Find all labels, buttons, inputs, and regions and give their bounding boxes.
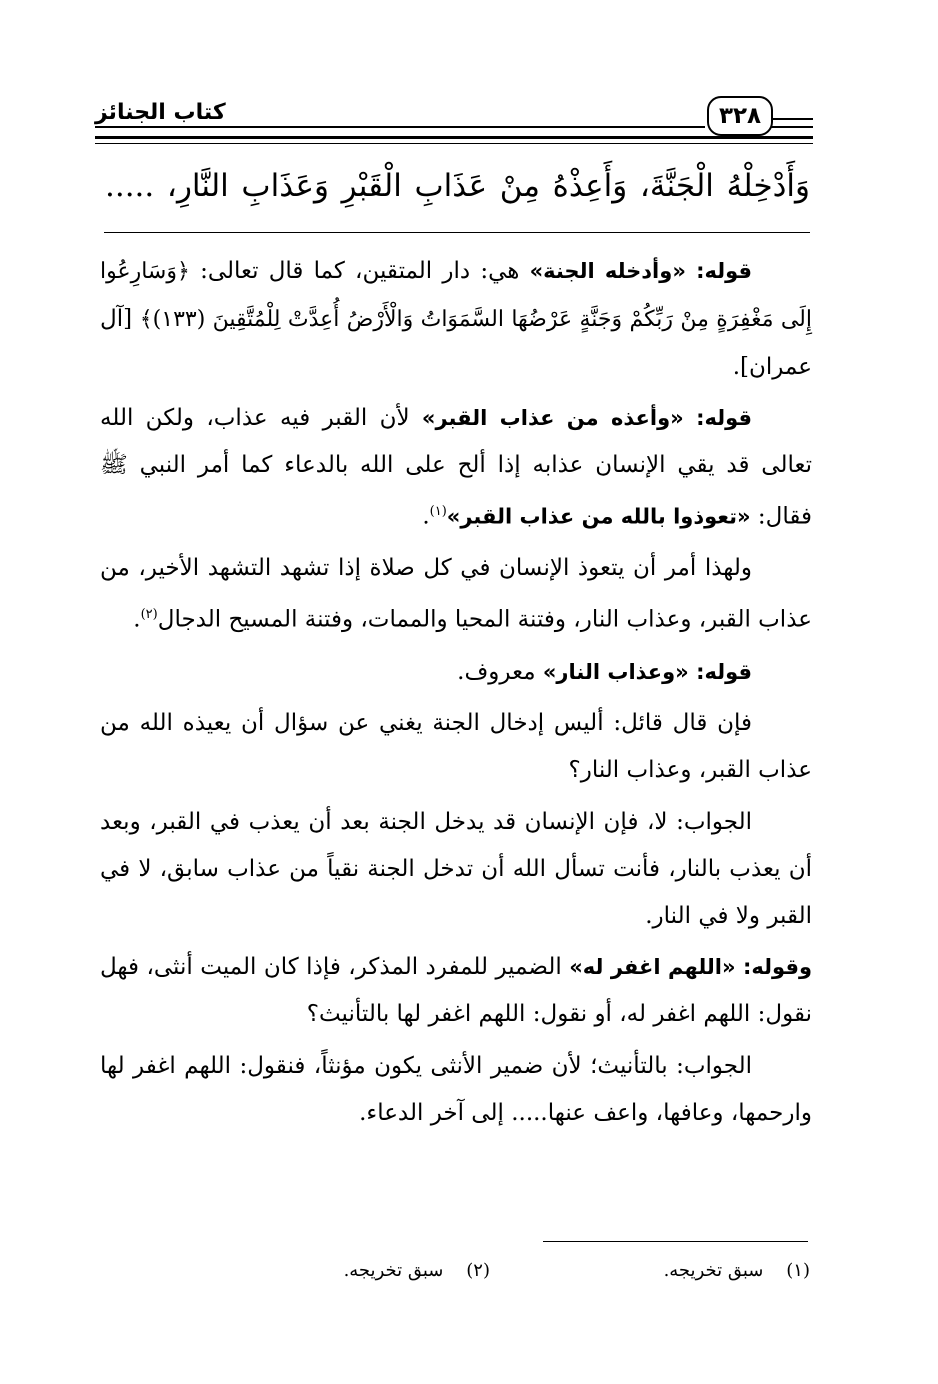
paragraph-7 — [100, 944, 812, 1038]
paragraph-5: فإن قال قائل: أليس إدخال الجنة يغني عن سؤال أن يعيذه الله من عذاب القبر، وعذاب النار؟ — [100, 710, 812, 784]
paragraph-text: هي: دار المتقين، كما قال تعالى: — [200, 258, 530, 284]
paragraph-3 — [100, 545, 812, 643]
footnote-text: سبق تخريجه. — [343, 1260, 444, 1281]
period: . — [133, 606, 141, 633]
hadith-text: وَأَدْخِلْهُ الْجَنَّةَ، وَأَعِذْهُ مِنْ عَذَابِ الْقَبْرِ وَعَذَابِ النَّارِ، ..... — [105, 168, 810, 204]
footnote-2 — [344, 1260, 490, 1281]
quoted-phrase: «وأدخله الجنة» — [529, 259, 686, 283]
quran-verse: ﴿وَسَارِعُوا إِلَى مَغْفِرَةٍ مِنْ رَبِّكُمْ وَجَنَّةٍ عَرْضُهَا السَّمَوَاتُ وَالْأَرْضُ أُعِدَّتْ لِلْمُتَّقِينَ (١٣٣)﴾ — [100, 259, 812, 332]
hadith-quote: «تعوذوا بالله من عذاب القبر» — [446, 504, 751, 529]
label: قوله: — [696, 659, 752, 684]
commentary — [100, 248, 812, 1142]
footnote-ref: (٢) — [140, 607, 158, 623]
paragraph-text: لأن القبر فيه عذاب، ولكن الله تعالى قد يقي الإنسان عذابه إذا ألح على الله بالدعاء كما أمر النبي ﷺ فقال: — [100, 405, 812, 530]
header-rule-right-2 — [771, 126, 813, 128]
footnote-number: (٢) — [466, 1260, 490, 1281]
page-header — [95, 92, 813, 150]
footnote-ref: (١) — [429, 503, 447, 519]
quoted-phrase: «وأعذه من عذاب القبر» — [421, 406, 684, 431]
paragraph-2 — [100, 395, 812, 540]
paragraph-6: الجواب: لا، فإن الإنسان قد يدخل الجنة بعد أن يعذب في القبر، وبعد أن يعذب بالنار، فأنت تسأل الله أن تدخل الجنة نقياً من عذاب سابق، لا في القبر ولا في النار. — [100, 809, 812, 929]
header-double-rule-bottom — [95, 143, 813, 144]
label: قوله: — [696, 259, 753, 283]
quoted-phrase: «وعذاب النار» — [542, 659, 689, 684]
header-rule-right — [771, 118, 813, 120]
label: وقوله: — [743, 955, 813, 980]
period: . — [422, 503, 430, 530]
footnote-separator — [543, 1241, 808, 1242]
page-number: ٣٢٨ — [707, 96, 773, 136]
footnote-text: سبق تخريجه. — [663, 1260, 764, 1281]
book-title: كتاب الجنائز — [95, 100, 226, 125]
paragraph-text: ولهذا أمر أن يتعوذ الإنسان في كل صلاة إذا تشهد التشهد الأخير، من عذاب القبر، وعذاب النار، وفتنة المحيا والممات، وفتنة المسيح الدجال — [100, 555, 812, 633]
paragraph-1 — [100, 248, 812, 390]
paragraph-8: الجواب: بالتأنيث؛ لأن ضمير الأنثى يكون مؤنثاً، فنقول: اللهم اغفر لها وارحمها، وعافها، واعف عنها..... إلى آخر الدعاء. — [100, 1053, 812, 1126]
footnote-number: (١) — [786, 1260, 810, 1281]
footnote-1 — [664, 1260, 810, 1281]
header-rule-left — [95, 126, 705, 128]
label: قوله: — [696, 406, 752, 431]
paragraph-text: الضمير للمفرد المذكر، فإذا كان الميت أنثى، فهل نقول: اللهم اغفر له، أو نقول: اللهم اغفر لها بالتأنيث؟ — [100, 954, 812, 1028]
paragraph-4 — [100, 649, 812, 696]
hadith-separator — [104, 232, 810, 233]
paragraph-text: معروف. — [457, 658, 543, 685]
verse-reference: [آل عمران]. — [100, 305, 812, 380]
quoted-phrase: «اللهم اغفر له» — [569, 955, 736, 980]
footnotes — [250, 1260, 810, 1290]
header-double-rule-top — [95, 136, 813, 139]
